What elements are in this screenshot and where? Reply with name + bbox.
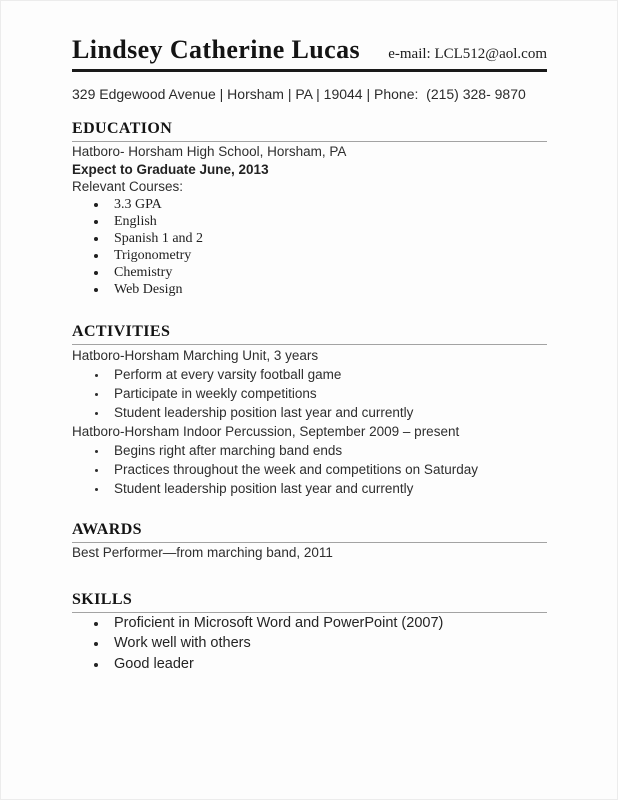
list-item: • Practices throughout the week and competitions on Saturday <box>108 460 547 479</box>
award-line: Best Performer—from marching band, 2011 <box>72 544 333 560</box>
list-item: • Web Design <box>108 281 547 298</box>
list-item: • Work well with others <box>108 633 547 654</box>
list-item: • Perform at every varsity football game <box>108 365 547 384</box>
courses-list <box>72 196 547 298</box>
section-title-activities: ACTIVITIES <box>72 324 547 345</box>
list-item: • Spanish 1 and 2 <box>108 230 547 247</box>
list-item: • Proficient in Microsoft Word and PowerPoint (2007) <box>108 613 547 634</box>
courses-label: Relevant Courses: <box>72 179 184 194</box>
section-title-skills: SKILLS <box>72 592 547 613</box>
activity-org: Hatboro-Horsham Indoor Percussion, September 2009 – present <box>72 423 460 439</box>
section-activities <box>72 324 547 498</box>
section-awards <box>72 522 547 562</box>
list-item: • English <box>108 213 547 230</box>
school-line: Hatboro- Horsham High School, Horsham, PA <box>72 144 347 159</box>
list-item: • Good leader <box>108 654 547 675</box>
list-item: • Trigonometry <box>108 247 547 264</box>
skills-list <box>72 613 547 675</box>
activity-list <box>72 441 547 498</box>
list-item: • Begins right after marching band ends <box>108 441 547 460</box>
list-item: • 3.3 GPA <box>108 196 547 213</box>
resume-header <box>72 36 547 102</box>
email-text: e-mail: LCL512@aol.com <box>388 46 547 62</box>
section-title-education: EDUCATION <box>72 121 547 142</box>
section-title-awards: AWARDS <box>72 522 547 543</box>
list-item: • Participate in weekly competitions <box>108 384 547 403</box>
person-name: Lindsey Catherine Lucas <box>72 35 361 64</box>
name-row <box>72 36 547 72</box>
section-skills <box>72 592 547 675</box>
graduation-line: Expect to Graduate June, 2013 <box>72 161 269 177</box>
list-item: • Student leadership position last year and currently <box>108 479 547 498</box>
list-item: • Chemistry <box>108 264 547 281</box>
contact-line: 329 Edgewood Avenue | Horsham | PA | 19044 | Phone: (215) 328- 9870 <box>72 86 526 102</box>
section-education <box>72 121 547 298</box>
list-item: • Student leadership position last year and currently <box>108 403 547 422</box>
activity-list <box>72 365 547 422</box>
activity-org: Hatboro-Horsham Marching Unit, 3 years <box>72 347 319 363</box>
